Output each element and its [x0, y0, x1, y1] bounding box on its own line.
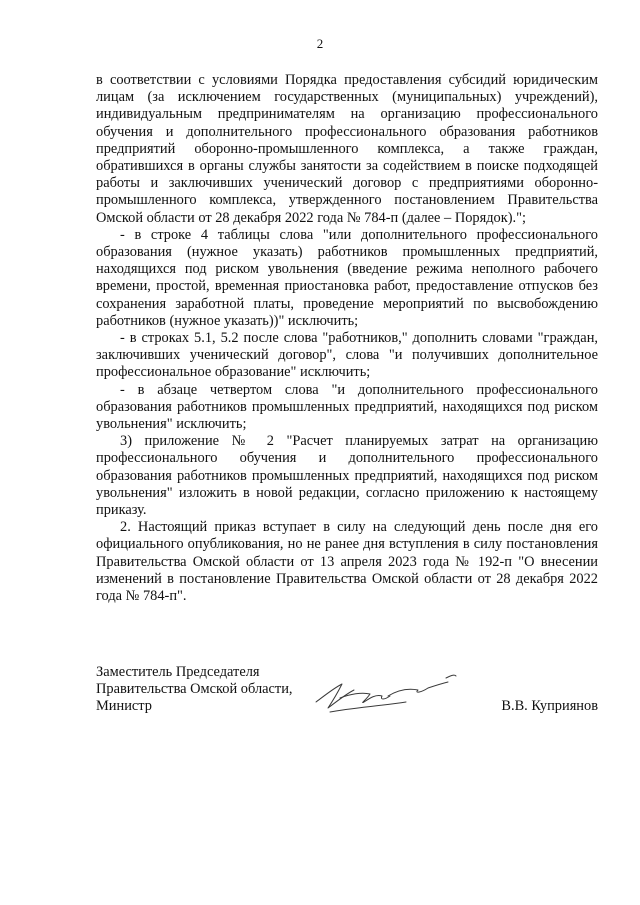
- signature-block: [96, 664, 598, 724]
- paragraph-continuation: в соответствии с условиями Порядка предоставления субсидий юридическим лицам (за исключением государственных (муниципальных) учреждений), индивидуальным предпринимателям на организацию профессионального обучения и дополнительного профессионального образования работников предприятий оборонно-промышленного комплекса, а также граждан, обратившихся в органы службы занятости за содействием в поиске подходящей работы и заключивших ученический договор с предприятиями оборонно-промышленного комплекса, утвержденного постановлением Правительства Омской области от 28 декабря 2022 года № 784-п (далее – Порядок).";: [96, 72, 598, 226]
- handwritten-signature: [310, 672, 460, 716]
- paragraph-appendix-2: 3) приложение № 2 "Расчет планируемых затрат на организацию профессионального обучения и дополнительного профессионального образования работников промышленных предприятий, находящихся под риском увольнения" изложить в новой редакции, согласно приложению к настоящему приказу.: [96, 433, 598, 519]
- paragraph-effective-date: 2. Настоящий приказ вступает в силу на следующий день после дня его официального опубликования, но не ранее дня вступления в силу постановления Правительства Омской области от 13 апреля 2023 года № 192-п "О внесении изменений в постановление Правительства Омской области от 28 декабря 2022 года № 784-п".: [96, 519, 598, 605]
- document-body: [96, 72, 598, 605]
- paragraph-fourth-clause-amendment: - в абзаце четвертом слова "и дополнительного профессионального образования работников промышленных предприятий, находящихся под риском увольнения" исключить;: [96, 381, 598, 433]
- page-number: 2: [316, 36, 324, 51]
- position-line-2: Правительства Омской области,: [96, 681, 293, 698]
- signatory-position: [96, 664, 293, 716]
- signatory-name: В.В. Куприянов: [501, 698, 598, 714]
- position-line-1: Заместитель Председателя: [96, 664, 260, 680]
- paragraph-rows-5-amendment: - в строках 5.1, 5.2 после слова "работников," дополнить словами "граждан, заключивших ученический договор", слова "и получивших дополнительное профессиональное образование" исключить;: [96, 330, 598, 381]
- position-line-3: Министр: [96, 698, 152, 715]
- paragraph-row-4-amendment: - в строке 4 таблицы слова "или дополнительного профессионального образования (нужное указать) работников промышленных предприятий, находящихся под риском увольнения (введение режима неполного рабочего времени, простой, временная приостановка работ, предоставление отпусков без сохранения заработной платы, проведение мероприятий по высвобождению работников (нужное указать))" исключить;: [96, 226, 598, 329]
